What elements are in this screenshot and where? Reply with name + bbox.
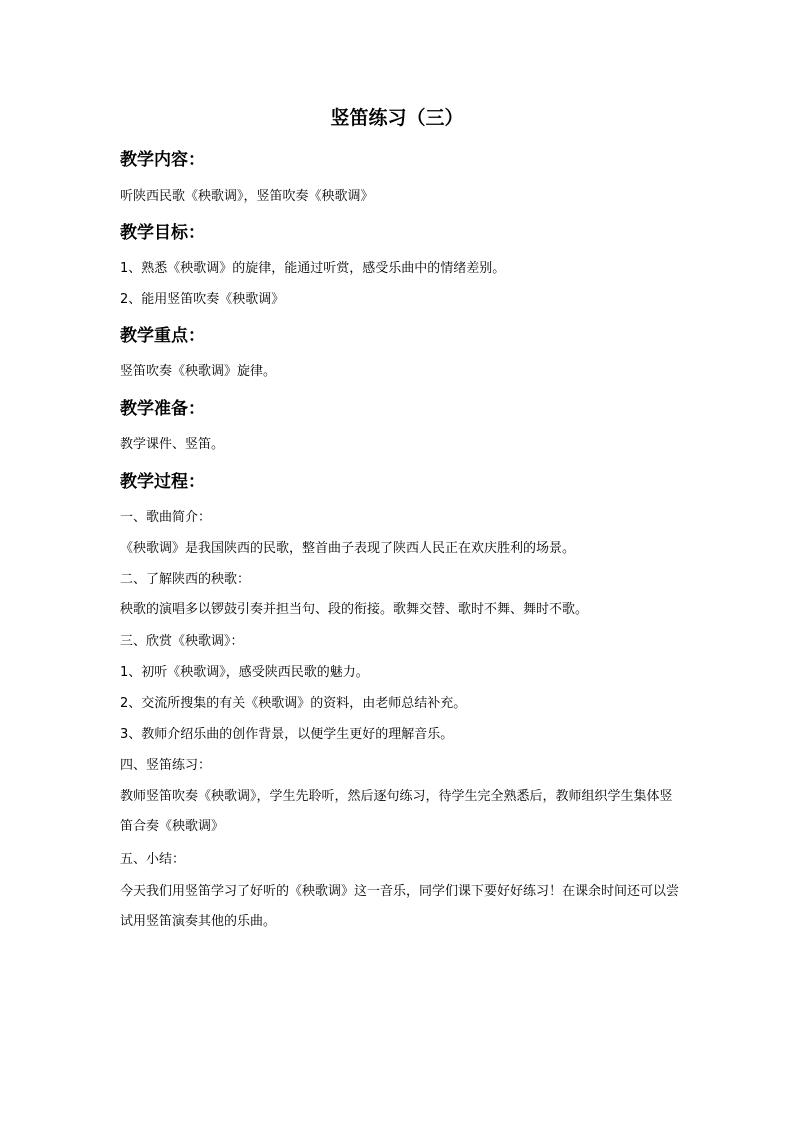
- process-step-heading-5: 五、小结：: [120, 852, 186, 867]
- process-step-heading-4: 四、竖笛练习：: [120, 758, 212, 773]
- process-paragraph-summary: 今天我们用竖笛学习了好听的《秧歌调》这一音乐，同学们课下要好好练习！在课余时间还可以尝试用竖笛演奏其他的乐曲。: [120, 884, 680, 929]
- process-line: 1、初听《秧歌调》，感受陕西民歌的魅力。: [120, 665, 369, 680]
- content-line-1: 听陕西民歌《秧歌调》，竖笛吹奏《秧歌调》: [120, 189, 374, 204]
- section-heading-objectives: 教学目标：: [120, 223, 205, 243]
- objective-line-2: 2、能用竖笛吹奏《秧歌调》: [120, 292, 285, 307]
- process-line: 秧歌的演唱多以锣鼓引奏并担当句、段的衔接。歌舞交替、歌时不舞、舞时不歌。: [120, 602, 589, 617]
- document-title: 竖笛练习（三）: [330, 107, 464, 129]
- process-paragraph-practice: 教师竖笛吹奏《秧歌调》，学生先聆听，然后逐句练习，待学生完全熟悉后，教师组织学生集体竖笛合奏《秧歌调》: [120, 789, 673, 834]
- process-step-heading-1: 一、歌曲简介：: [120, 510, 212, 525]
- preparation-line-1: 教学课件、竖笛。: [120, 437, 225, 452]
- section-heading-process: 教学过程：: [120, 472, 205, 492]
- key-point-line-1: 竖笛吹奏《秧歌调》旋律。: [120, 364, 277, 379]
- section-heading-key-points: 教学重点：: [120, 326, 205, 346]
- process-line: 2、交流所搜集的有关《秧歌调》的资料，由老师总结补充。: [120, 696, 467, 711]
- section-heading-preparation: 教学准备：: [120, 399, 205, 419]
- process-line: 《秧歌调》是我国陕西的民歌，整首曲子表现了陕西人民正在欢庆胜利的场景。: [120, 541, 576, 556]
- process-step-heading-3: 三、欣赏《秧歌调》：: [120, 634, 244, 649]
- process-line: 3、教师介绍乐曲的创作背景，以便学生更好的理解音乐。: [120, 727, 454, 742]
- section-heading-content: 教学内容：: [120, 150, 205, 170]
- objective-line-1: 1、熟悉《秧歌调》的旋律，能通过听赏，感受乐曲中的情绪差别。: [120, 261, 506, 276]
- process-step-heading-2: 二、了解陕西的秧歌：: [120, 572, 251, 587]
